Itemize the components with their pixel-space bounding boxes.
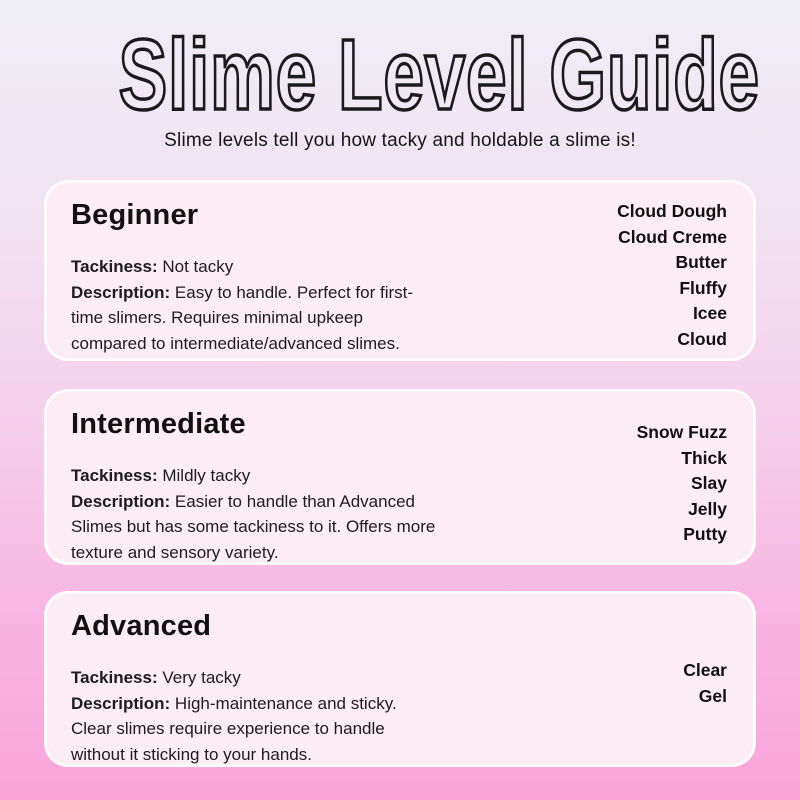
card-beginner-info bbox=[71, 199, 414, 353]
description-text: Slimes but has some tackiness to it. Offers more bbox=[71, 517, 436, 536]
tackiness-value: Very tacky bbox=[162, 668, 241, 687]
card-intermediate bbox=[44, 389, 756, 565]
slime-type: Clear bbox=[683, 660, 727, 680]
slime-type: Snow Fuzz bbox=[636, 422, 727, 442]
description-text: compared to intermediate/advanced slimes. bbox=[71, 333, 400, 353]
card-advanced-body bbox=[71, 665, 397, 767]
card-beginner-title: Beginner bbox=[71, 199, 199, 231]
page-subtitle: Slime levels tell you how tacky and holdable a slime is! bbox=[164, 130, 636, 151]
tackiness-label: Tackiness: bbox=[71, 668, 158, 687]
page-title: Slime Level Guide bbox=[118, 19, 760, 131]
tackiness-line bbox=[71, 254, 413, 280]
card-beginner bbox=[44, 180, 756, 361]
slime-type: Fluffy bbox=[679, 277, 727, 298]
card-intermediate-slime-list bbox=[637, 420, 727, 546]
slime-type: Butter bbox=[675, 252, 727, 272]
description-text: High-maintenance and sticky. bbox=[174, 693, 397, 713]
card-advanced-title: Advanced bbox=[71, 610, 212, 642]
card-advanced bbox=[44, 591, 756, 767]
tackiness-label: Tackiness: bbox=[71, 466, 158, 485]
tackiness-label: Tackiness: bbox=[71, 257, 158, 276]
tackiness-line bbox=[71, 463, 435, 489]
tackiness-line bbox=[71, 665, 397, 691]
tackiness-value: Not tacky bbox=[162, 257, 234, 276]
description-text: Clear slimes require experience to handle bbox=[71, 719, 385, 738]
description-text: without it sticking to your hands. bbox=[71, 744, 312, 764]
slime-type: Cloud Creme bbox=[618, 226, 727, 247]
slime-type: Slay bbox=[691, 473, 727, 493]
description-label: Description: bbox=[71, 491, 171, 511]
slime-type: Cloud bbox=[677, 328, 727, 349]
slime-type: Icee bbox=[692, 303, 727, 323]
card-intermediate-title: Intermediate bbox=[71, 408, 246, 440]
card-beginner-slime-list bbox=[617, 199, 727, 349]
card-intermediate-info bbox=[71, 408, 436, 562]
description-label: Description: bbox=[71, 693, 171, 713]
slime-type: Cloud Dough bbox=[617, 201, 727, 221]
description-text: time slimers. Requires minimal upkeep bbox=[71, 308, 363, 327]
card-intermediate-body bbox=[71, 463, 435, 565]
card-beginner-body bbox=[71, 254, 413, 356]
description-text: Easier to handle than Advanced bbox=[174, 491, 415, 511]
description-label: Description: bbox=[71, 282, 171, 302]
slime-type: Jelly bbox=[688, 498, 727, 519]
tackiness-value: Mildly tacky bbox=[162, 466, 251, 485]
description-line bbox=[71, 489, 435, 566]
card-advanced-slime-list bbox=[683, 658, 727, 748]
description-text: texture and sensory variety. bbox=[71, 542, 279, 562]
description-text: Easy to handle. Perfect for first- bbox=[174, 282, 414, 302]
slime-type: Gel bbox=[698, 685, 727, 706]
card-advanced-info bbox=[71, 610, 397, 764]
description-line bbox=[71, 691, 397, 768]
poster-header bbox=[0, 0, 800, 152]
slime-type: Thick bbox=[681, 447, 727, 468]
slime-type: Putty bbox=[683, 524, 727, 544]
description-line bbox=[71, 280, 413, 357]
